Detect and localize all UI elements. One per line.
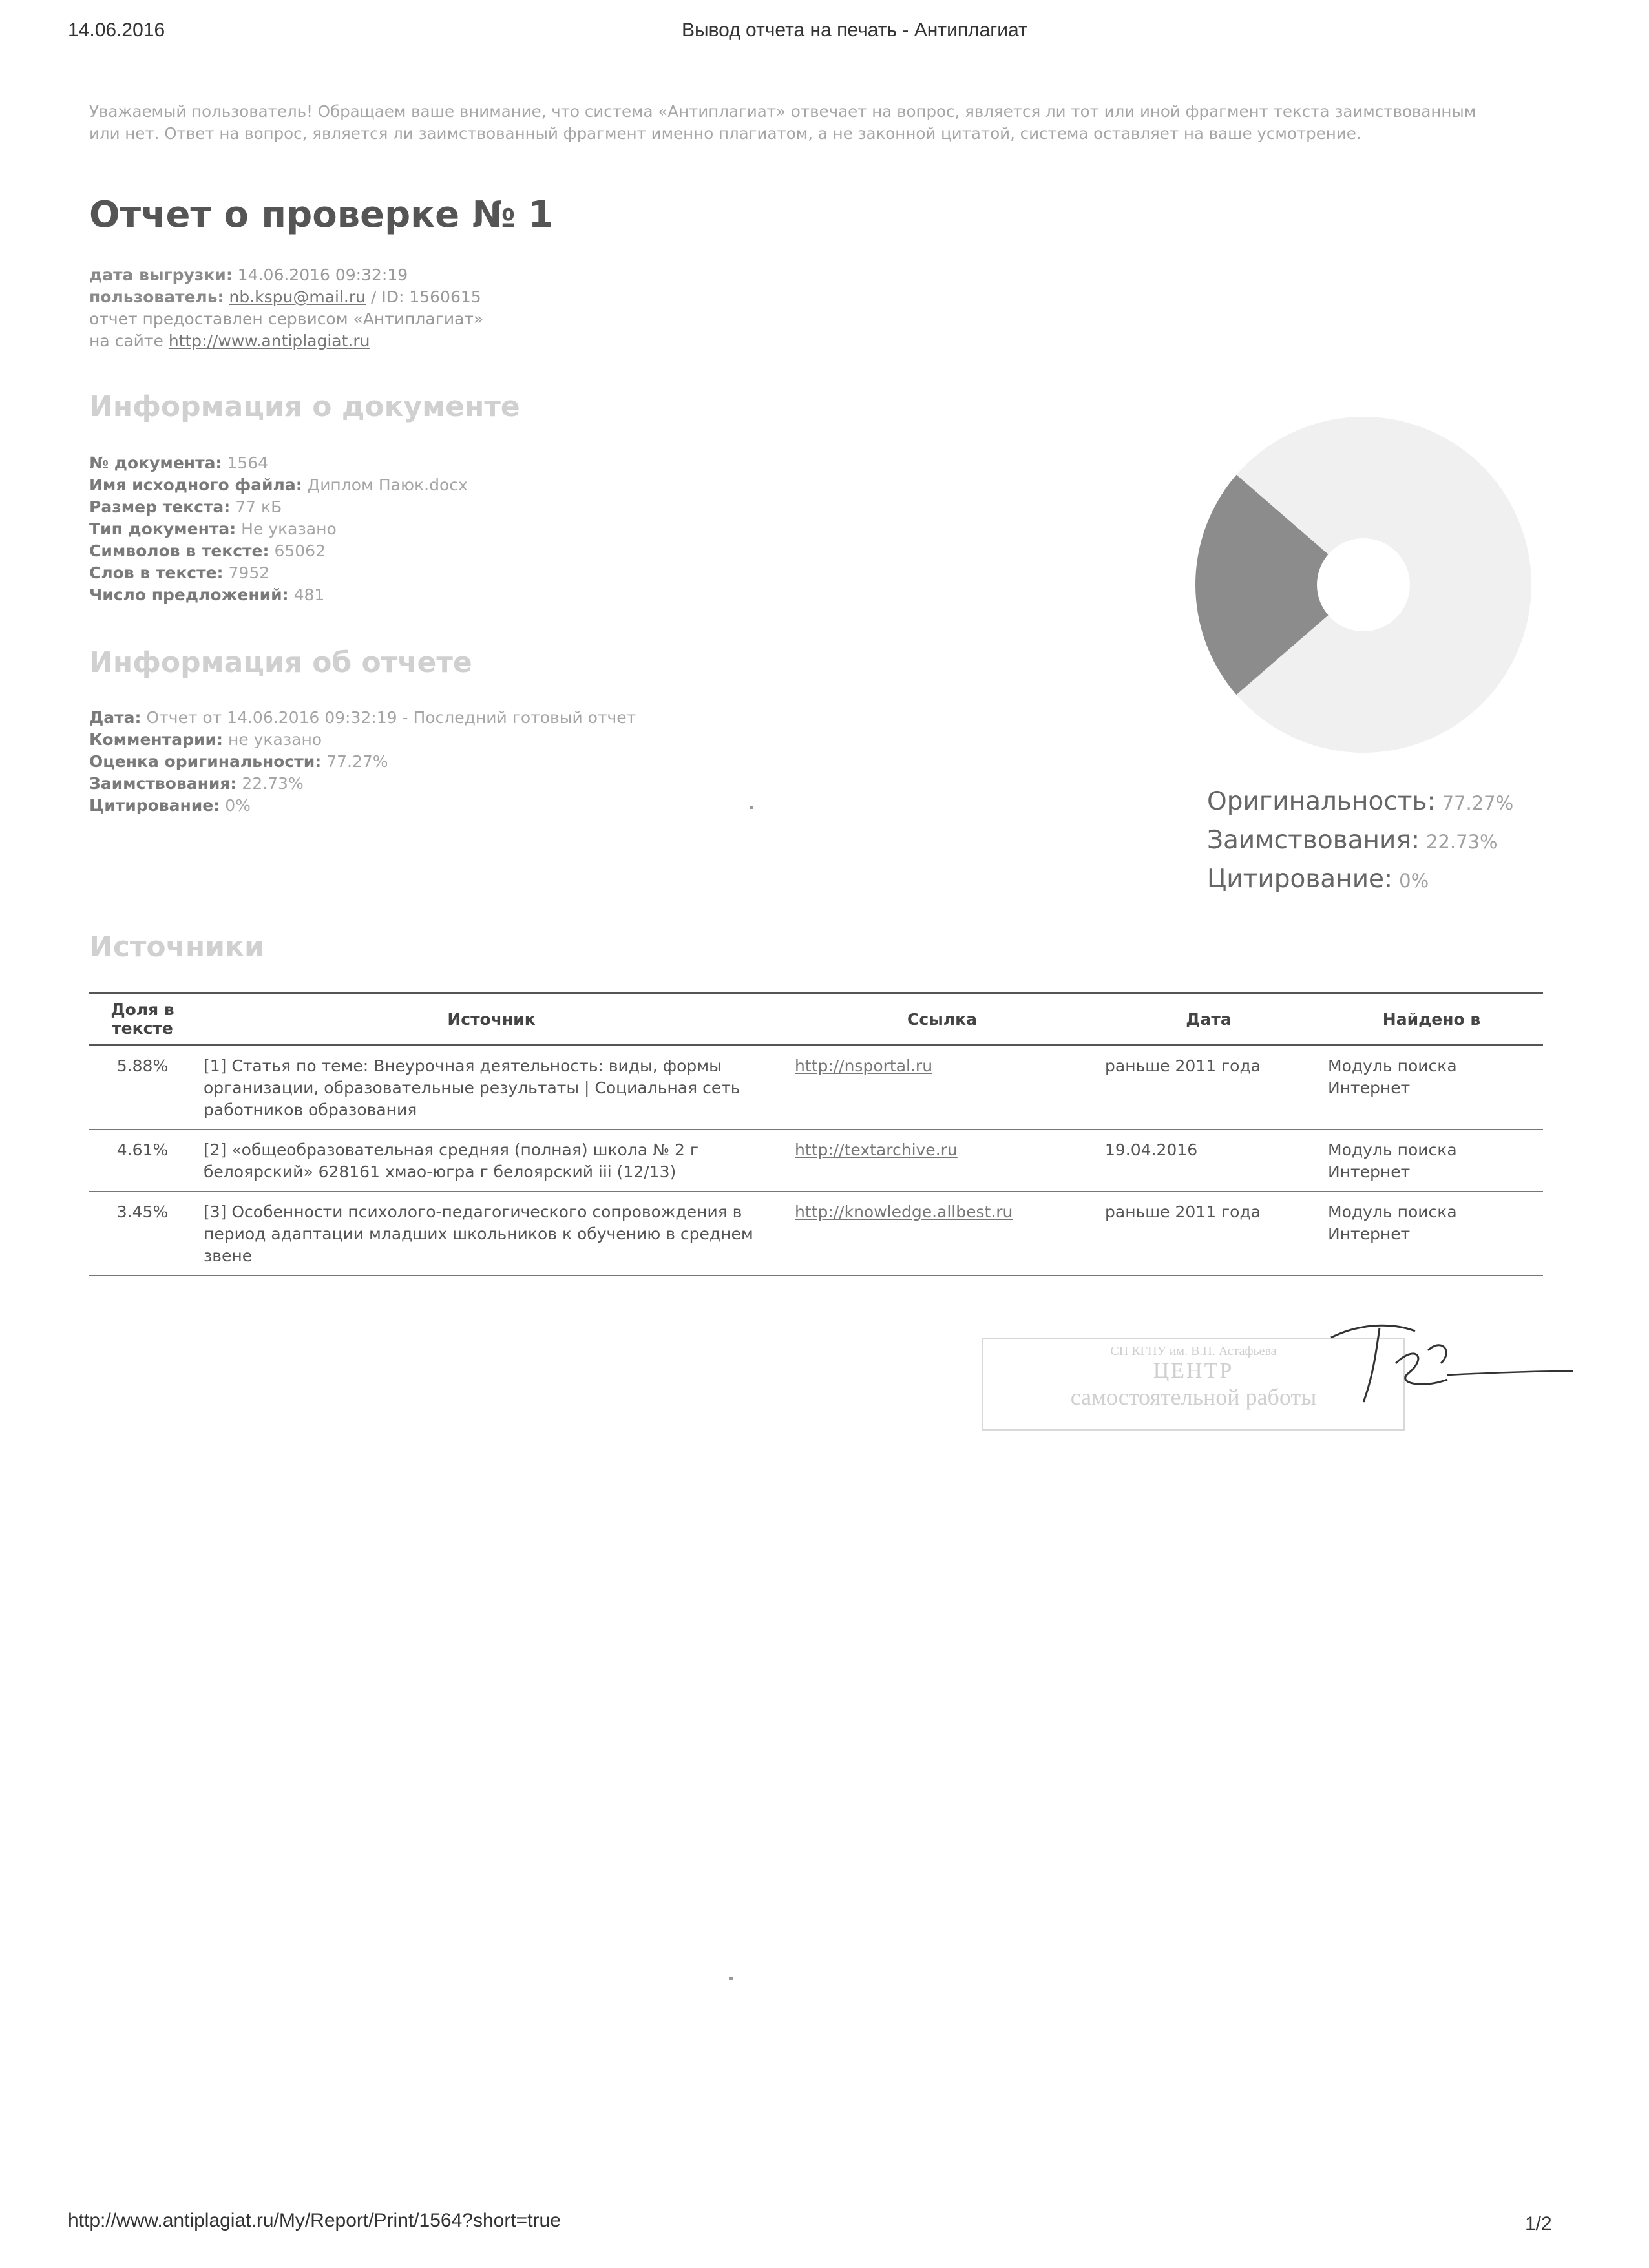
report-info-value: 22.73% — [242, 774, 304, 793]
report-info-value: Отчет от 14.06.2016 09:32:19 - Последний готовый отчет — [146, 708, 636, 727]
report-info-heading: Информация об отчете — [89, 646, 472, 679]
doc-info-row — [89, 474, 468, 496]
cell-date: 19.04.2016 — [1097, 1129, 1320, 1192]
handwritten-signature — [1318, 1312, 1577, 1415]
legend-item-originality — [1207, 783, 1513, 822]
page-number: 1/2 — [1525, 2213, 1552, 2234]
pie-hole — [1317, 538, 1410, 631]
cell-source: [1] Статья по теме: Внеурочная деятельность: виды, формы организации, образовательные результаты | Социальная сеть работников образования — [196, 1045, 787, 1130]
doc-info-value: 481 — [293, 585, 325, 604]
cell-share: 4.61% — [89, 1129, 196, 1192]
doc-info-row — [89, 540, 468, 562]
legend-value: 22.73% — [1426, 831, 1498, 853]
doc-info-label: Слов в тексте: — [89, 563, 224, 582]
cell-share: 5.88% — [89, 1045, 196, 1130]
legend-label: Заимствования: — [1207, 826, 1420, 855]
user-email-link[interactable]: nb.kspu@mail.ru — [229, 288, 366, 306]
legend-label: Оригинальность: — [1207, 787, 1436, 816]
report-info — [89, 707, 636, 817]
doc-info-label: Символов в тексте: — [89, 541, 269, 560]
report-info-value: не указано — [227, 730, 322, 749]
doc-info-label: Тип документа: — [89, 520, 236, 538]
report-info-row — [89, 729, 636, 751]
col-share: Доля в тексте — [89, 993, 196, 1045]
report-title: Отчет о проверке № 1 — [89, 194, 554, 236]
source-link[interactable]: http://textarchive.ru — [795, 1140, 958, 1159]
table-row — [89, 1129, 1543, 1192]
document-info — [89, 452, 468, 606]
document-info-heading: Информация о документе — [89, 390, 520, 423]
notice-text: Уважаемый пользователь! Обращаем ваше внимание, что система «Антиплагиат» отвечает на вопрос, является ли тот или иной фрагмент текста заимствованным или нет. Ответ на вопрос, является ли заимствованный фрагмент именно плагиатом, а не законной цитатой, система оставляет на ваше усмотрение. — [89, 102, 1476, 143]
cell-found-in: Модуль поиска Интернет — [1320, 1129, 1543, 1192]
doc-info-row — [89, 452, 468, 474]
col-found-in: Найдено в — [1320, 993, 1543, 1045]
user-label: пользователь: — [89, 288, 224, 306]
doc-info-value: 1564 — [227, 454, 269, 472]
report-meta — [89, 264, 483, 352]
doc-info-label: Имя исходного файла: — [89, 476, 302, 494]
legend-value: 0% — [1399, 870, 1429, 892]
report-info-row — [89, 773, 636, 795]
cell-found-in: Модуль поиска Интернет — [1320, 1192, 1543, 1276]
source-link[interactable]: http://knowledge.allbest.ru — [795, 1202, 1013, 1221]
sources-heading: Источники — [89, 930, 264, 963]
doc-info-label: Число предложений: — [89, 585, 289, 604]
cell-link — [787, 1045, 1097, 1130]
doc-info-label: Размер текста: — [89, 498, 231, 516]
doc-info-value: 7952 — [228, 563, 270, 582]
col-source: Источник — [196, 993, 787, 1045]
doc-info-row — [89, 584, 468, 606]
report-info-label: Комментарии: — [89, 730, 223, 749]
originality-pie-chart — [1189, 410, 1538, 759]
doc-info-value: 65062 — [274, 541, 326, 560]
legend-value: 77.27% — [1442, 792, 1514, 814]
cell-source: [2] «общеобразовательная средняя (полная) школа № 2 г белоярский» 628161 хмао-югра г белоярский iii (12/13) — [196, 1129, 787, 1192]
table-row — [89, 1045, 1543, 1130]
scan-speck — [750, 806, 753, 809]
report-info-label: Цитирование: — [89, 796, 220, 815]
export-date: 14.06.2016 09:32:19 — [237, 266, 408, 284]
cell-found-in: Модуль поиска Интернет — [1320, 1045, 1543, 1130]
doc-info-value: Не указано — [241, 520, 337, 538]
cell-link — [787, 1192, 1097, 1276]
site-link[interactable]: http://www.antiplagiat.ru — [168, 331, 370, 350]
cell-date: раньше 2011 года — [1097, 1045, 1320, 1130]
doc-info-row — [89, 562, 468, 584]
report-info-label: Оценка оригинальности: — [89, 752, 322, 771]
export-date-label: дата выгрузки: — [89, 266, 233, 284]
footer-url: http://www.antiplagiat.ru/My/Report/Print/1564?short=true — [68, 2210, 561, 2231]
doc-info-row — [89, 496, 468, 518]
report-info-label: Дата: — [89, 708, 142, 727]
stamp-line-1: СП КГПУ им. В.П. Астафьева — [1110, 1344, 1277, 1358]
report-info-row — [89, 795, 636, 817]
source-link[interactable]: http://nsportal.ru — [795, 1056, 933, 1075]
stamp-line-3: самостоятельной работы — [1070, 1384, 1317, 1410]
legend-item-citations — [1207, 861, 1513, 899]
report-info-value: 0% — [225, 796, 251, 815]
doc-info-value: Диплом Паюк.docx — [307, 476, 468, 494]
report-info-row — [89, 707, 636, 729]
doc-info-row — [89, 518, 468, 540]
provided-by: отчет предоставлен сервисом «Антиплагиат» — [89, 310, 484, 328]
site-prefix: на сайте — [89, 331, 163, 350]
doc-info-label: № документа: — [89, 454, 222, 472]
cell-source: [3] Особенности психолого-педагогического сопровождения в период адаптации младших школьников к обучению в среднем звене — [196, 1192, 787, 1276]
print-page-title: Вывод отчета на печать - Антиплагиат — [682, 19, 1027, 41]
chart-legend — [1207, 783, 1513, 899]
print-date: 14.06.2016 — [68, 19, 165, 41]
legend-label: Цитирование: — [1207, 865, 1393, 894]
cell-link — [787, 1129, 1097, 1192]
col-link: Ссылка — [787, 993, 1097, 1045]
sources-table — [89, 992, 1543, 1276]
table-row — [89, 1192, 1543, 1276]
cell-share: 3.45% — [89, 1192, 196, 1276]
table-header-row — [89, 993, 1543, 1045]
scan-speck — [729, 1977, 733, 1980]
doc-info-value: 77 кБ — [235, 498, 282, 516]
cell-date: раньше 2011 года — [1097, 1192, 1320, 1276]
report-info-value: 77.27% — [326, 752, 388, 771]
report-info-row — [89, 751, 636, 773]
legend-item-borrowings — [1207, 822, 1513, 861]
user-id: / ID: 1560615 — [370, 288, 481, 306]
stamp-line-2: ЦЕНТР — [1153, 1359, 1234, 1383]
report-info-label: Заимствования: — [89, 774, 237, 793]
col-date: Дата — [1097, 993, 1320, 1045]
